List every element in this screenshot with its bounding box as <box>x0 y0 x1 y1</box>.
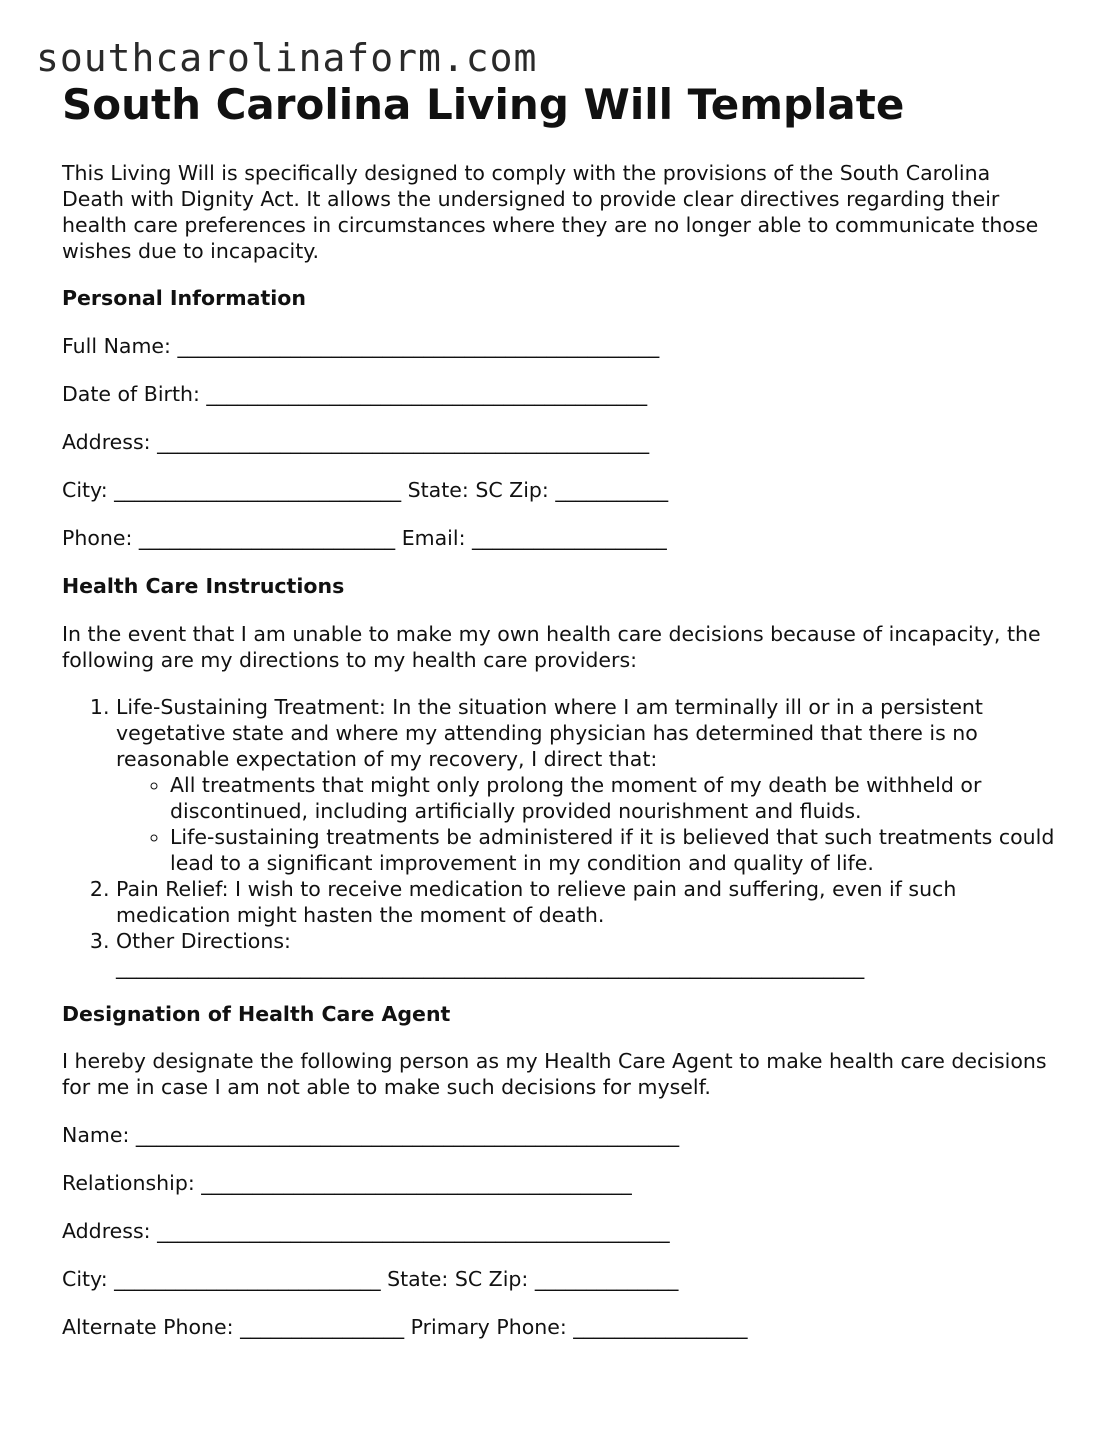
list-item <box>116 876 1062 928</box>
date-of-birth-field[interactable]: Date of Birth: ___________________________________________ <box>62 382 648 406</box>
personal-info-heading: Personal Information <box>62 286 306 310</box>
list-item <box>116 694 1062 876</box>
agent-relationship-field[interactable]: Relationship: __________________________________________ <box>62 1171 632 1195</box>
instructions-list <box>62 694 1062 980</box>
page-title: South Carolina Living Will Template <box>62 80 905 129</box>
other-directions-field[interactable]: _________________________________________________________________________ <box>116 955 865 979</box>
list-item <box>116 928 1062 980</box>
city-state-zip-field[interactable]: City: ____________________________ State: SC Zip: ___________ <box>62 478 669 502</box>
site-watermark: southcarolinaform.com <box>36 36 538 80</box>
other-directions-label: Other Directions: <box>116 929 291 953</box>
agent-city-state-zip-field[interactable]: City: __________________________ State: SC Zip: ______________ <box>62 1267 679 1291</box>
list-item <box>170 824 1062 876</box>
pain-relief-text: Pain Relief: I wish to receive medication to relieve pain and suffering, even if such medication might hasten the moment of death. <box>116 877 957 927</box>
phone-email-field[interactable]: Phone: _________________________ Email: ___________________ <box>62 526 667 550</box>
agent-phones-field[interactable]: Alternate Phone: ________________ Primary Phone: _________________ <box>62 1315 748 1339</box>
document-page <box>62 78 1062 1340</box>
agent-lead: I hereby designate the following person as my Health Care Agent to make health care decisions for me in case I am not able to make such decisions for myself. <box>62 1049 1047 1099</box>
address-field[interactable]: Address: ________________________________________________ <box>62 430 650 454</box>
full-name-field[interactable]: Full Name: _______________________________________________ <box>62 334 660 358</box>
intro-paragraph: This Living Will is specifically designed to comply with the provisions of the South Carolina Death with Dignity Act. It allows the undersigned to provide clear directives regarding their health care preferences in circumstances where they are no longer able to communicate those wishes due to incapacity. <box>62 161 1039 263</box>
agent-designation-heading: Designation of Health Care Agent <box>62 1002 451 1026</box>
withhold-treatment-option: All treatments that might only prolong the moment of my death be withheld or discontinued, including artificially provided nourishment and fluids. <box>170 773 982 823</box>
treatment-options-list <box>116 772 1062 876</box>
health-care-instructions-heading: Health Care Instructions <box>62 574 345 598</box>
life-sustaining-treatment-text: Life-Sustaining Treatment: In the situation where I am terminally ill or in a persistent vegetative state and where my attending physician has determined that there is no reasonable expectation of my recovery, I direct that: <box>116 695 983 771</box>
agent-name-field[interactable]: Name: _____________________________________________________ <box>62 1123 680 1147</box>
administer-treatment-option: Life-sustaining treatments be administered if it is believed that such treatments could lead to a significant improvement in my condition and quality of life. <box>170 825 1055 875</box>
health-care-lead: In the event that I am unable to make my own health care decisions because of incapacity, the following are my directions to my health care providers: <box>62 622 1041 672</box>
list-item <box>170 772 1062 824</box>
agent-address-field[interactable]: Address: __________________________________________________ <box>62 1219 670 1243</box>
